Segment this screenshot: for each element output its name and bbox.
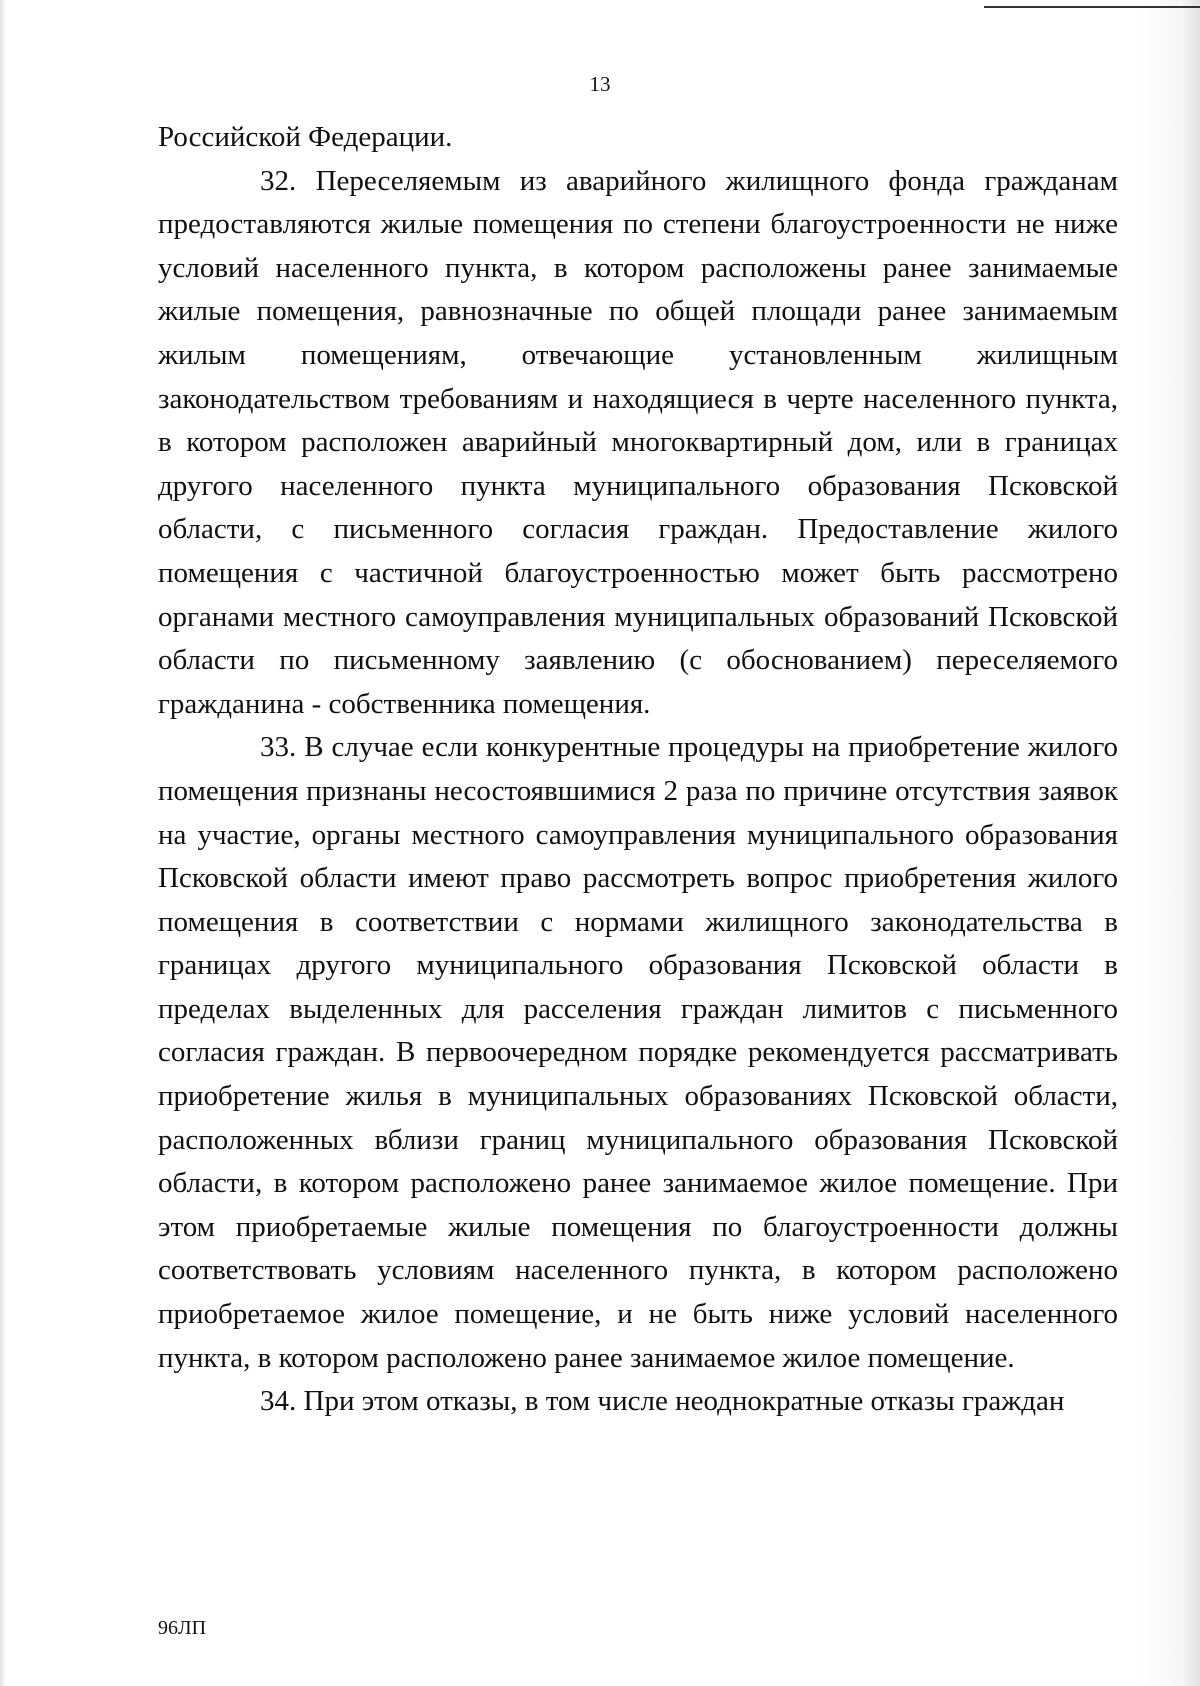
paragraph-34: 34. При этом отказы, в том числе неоднократные отказы граждан bbox=[260, 1385, 1065, 1418]
top-rule-line bbox=[984, 6, 1200, 8]
paragraph-continuation: Российской Федерации. bbox=[158, 121, 453, 153]
paragraph-33: 33. В случае если конкурентные процедуры на приобретение жилого помещения признаны несостоявшимися 2 раза по причине отсутствия заявок на участие, органы местного самоуправления муниципального образования Псковской области имеют право рассмотреть вопрос приобретения жилого помещения в соответствии с нормами жилищного законодательства в границах другого муниципального образования Псковской области в пределах выделенных для расселения граждан лимитов с письменного согласия граждан. В первоочередном порядке рекомендуется рассматривать приобретение жилья в муниципальных образованиях Псковской области, расположенных вблизи границ муниципального образования Псковской области, в котором расположено ранее занимаемое жилое помещение. При этом приобретаемые жилые помещения по благоустроенности должны соответствовать условиям населенного пункта, в котором расположено приобретаемое жилое помещение, и не быть ниже условий населенного пункта, в котором расположено ранее занимаемое жилое помещение. bbox=[158, 731, 1118, 1374]
paragraph-32: 32. Переселяемым из аварийного жилищного фонда гражданам предоставляются жилые помещения по степени благоустроенности не ниже условий населенного пункта, в котором расположены ранее занимаемые жилые помещения, равнозначные по общей площади ранее занимаемым жилым помещениям, отвечающие установленным жилищным законодательством требованиям и находящиеся в черте населенного пункта, в котором расположен аварийный многоквартирный дом, или в границах другого населенного пункта муниципального образования Псковской области, с письменного согласия граждан. Предоставление жилого помещения с частичной благоустроенностью может быть рассмотрено органами местного самоуправления муниципальных образований Псковской области по письменному заявлению (с обоснованием) переселяемого гражданина - собственника помещения. bbox=[158, 164, 1118, 720]
scan-shadow-left bbox=[0, 0, 6, 1686]
scan-shadow-right bbox=[1140, 0, 1200, 1686]
document-code: 96ЛП bbox=[158, 1617, 207, 1639]
document-body bbox=[158, 116, 1118, 1424]
page-number: 13 bbox=[589, 72, 611, 96]
